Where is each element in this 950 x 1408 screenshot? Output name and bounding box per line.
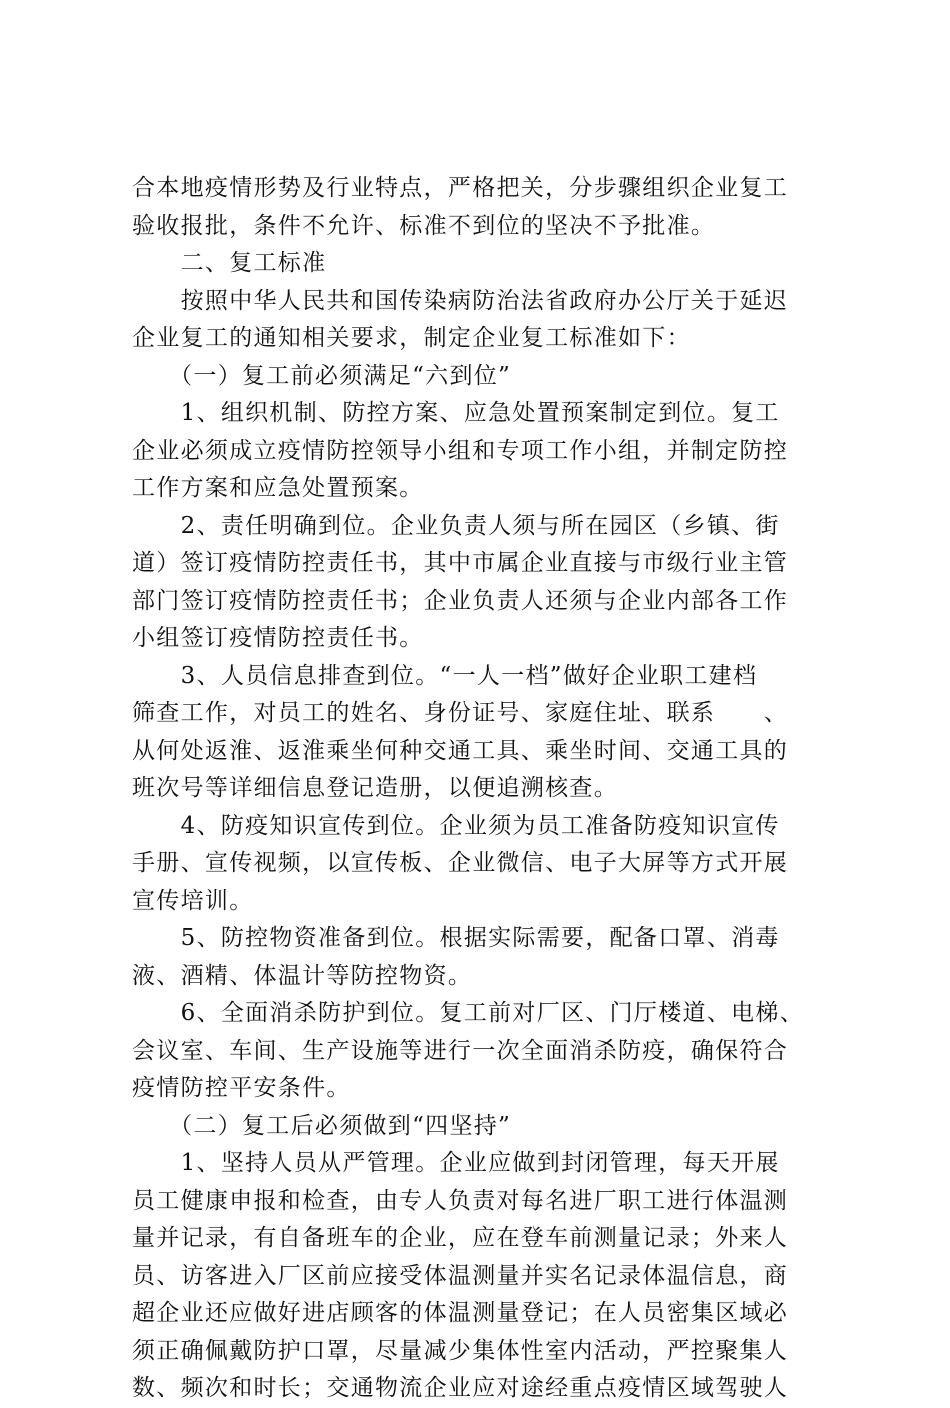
text-line: 企业复工的通知相关要求，制定企业复工标准如下： bbox=[132, 325, 691, 351]
section-heading: 二、复工标准 bbox=[132, 250, 327, 276]
text-line: 道）签订疫情防控责任书，其中市属企业直接与市级行业主管 bbox=[132, 550, 789, 576]
text-line: 手册、宣传视频，以宣传板、企业微信、电子大屏等方式开展 bbox=[132, 850, 789, 876]
text-line: 量并记录，有自备班车的企业，应在登车前测量记录；外来人 bbox=[132, 1225, 789, 1251]
text-line: 须正确佩戴防护口罩，尽量减少集体性室内活动，严控聚集人 bbox=[132, 1337, 789, 1364]
text-line: 2、责任明确到位。企业负责人须与所在园区（乡镇、街 bbox=[132, 512, 780, 539]
text-line: 员、访客进入厂区前应接受体温测量并实名记录体温信息，商 bbox=[132, 1262, 789, 1289]
subsection-heading: （二）复工后必须做到“四坚持” bbox=[132, 1112, 512, 1139]
text-line: 液、酒精、体温计等防控物资。 bbox=[132, 962, 473, 989]
text-line: 宣传培训。 bbox=[132, 887, 254, 914]
text-line: 验收报批，条件不允许、标准不到位的坚决不予批准。 bbox=[132, 212, 716, 239]
text-line: 班次号等详细信息登记造册，以便追溯核查。 bbox=[132, 775, 618, 801]
text-line: 员工健康申报和检查，由专人负责对每名进厂职工进行体温测 bbox=[132, 1187, 789, 1214]
text-line: 6、全面消杀防护到位。复工前对厂区、门厅楼道、电梯、 bbox=[132, 1000, 805, 1026]
text-line: 合本地疫情形势及行业特点，严格把关，分步骤组织企业复工 bbox=[132, 175, 789, 201]
text-line: 数、频次和时长；交通物流企业应对途经重点疫情区域驾驶人 bbox=[132, 1375, 789, 1401]
text-line: 从何处返淮、返淮乘坐何种交通工具、乘坐时间、交通工具的 bbox=[132, 737, 789, 764]
text-line: 5、防控物资准备到位。根据实际需要，配备口罩、消毒 bbox=[132, 925, 780, 951]
document-body bbox=[132, 170, 822, 1408]
text-line: 1、坚持人员从严管理。企业应做到封闭管理，每天开展 bbox=[132, 1150, 780, 1176]
text-line: 疫情防控平安条件。 bbox=[132, 1075, 351, 1101]
text-line: 3、人员信息排查到位。“一人一档”做好企业职工建档 bbox=[132, 662, 758, 689]
text-line: 按照中华人民共和国传染病防治法省政府办公厅关于延迟 bbox=[132, 287, 789, 314]
text-line: 1、组织机制、防控方案、应急处置预案制定到位。复工 bbox=[132, 400, 780, 426]
text-line: 部门签订疫情防控责任书；企业负责人还须与企业内部各工作 bbox=[132, 587, 789, 614]
text-line: 会议室、车间、生产设施等进行一次全面消杀防疫，确保符合 bbox=[132, 1037, 789, 1064]
text-line: 小组签订疫情防控责任书。 bbox=[132, 625, 424, 651]
text-line: 工作方案和应急处置预案。 bbox=[132, 475, 424, 501]
text-line: 4、防疫知识宣传到位。企业须为员工准备防疫知识宣传 bbox=[132, 812, 780, 839]
text-line: 企业必须成立疫情防控领导小组和专项工作小组，并制定防控 bbox=[132, 437, 789, 464]
text-line: 筛查工作，对员工的姓名、身份证号、家庭住址、联系 、 bbox=[132, 700, 789, 726]
subsection-heading: （一）复工前必须满足“六到位” bbox=[132, 362, 512, 389]
text-line: 超企业还应做好进店顾客的体温测量登记；在人员密集区域必 bbox=[132, 1300, 789, 1326]
